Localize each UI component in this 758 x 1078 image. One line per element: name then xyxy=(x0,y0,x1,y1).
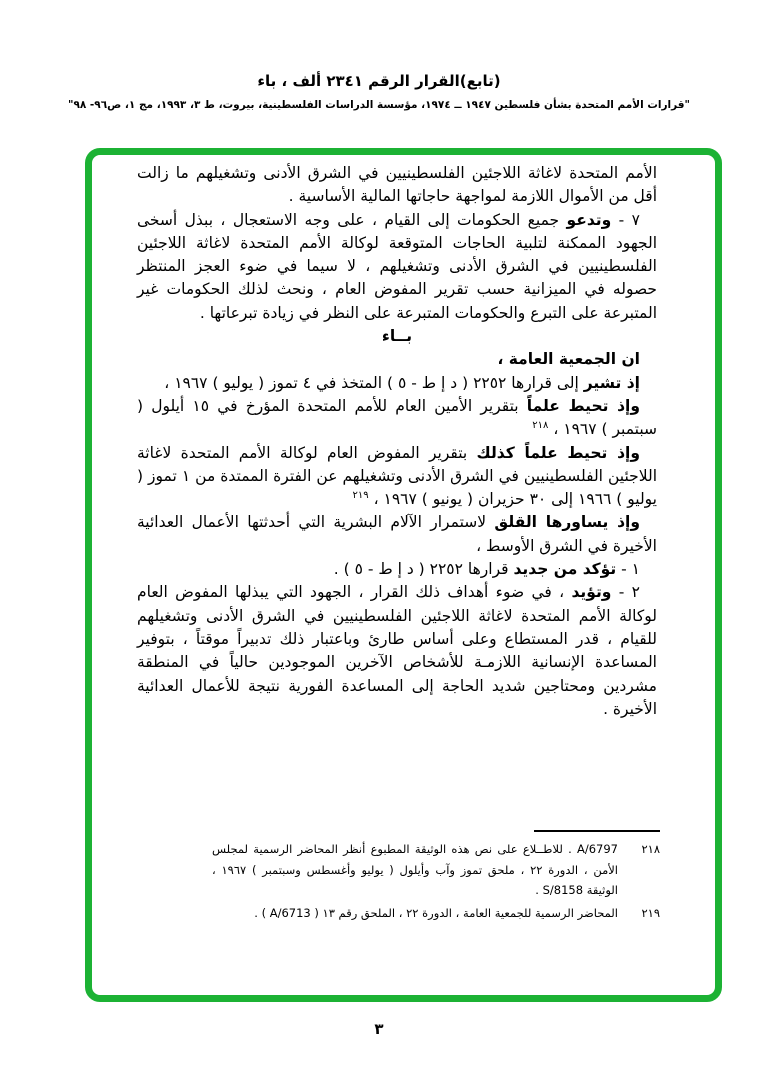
footnote-number: ٢١٨ xyxy=(641,842,660,856)
footnote-text: A/6797 . للاطــلاع على نص هذه الوثيقة المطبوع أنظر المحاضر الرسمية لمجلس الأمن ، الدورة ٢٢ ، ملحق تموز وآب وأيلول ( يوليو وأغسطس وسبتمبر ) ١٩٦٧ ، الوثيقة S/8158 . xyxy=(212,842,618,897)
resolution-text xyxy=(137,162,657,721)
page-header xyxy=(0,72,758,111)
page-number: ٣ xyxy=(374,1020,384,1038)
footnote-list xyxy=(212,839,660,923)
paragraph: ١ - تؤكد من جديد قرارها ٢٢٥٢ ( د إ ط - ٥ ) . xyxy=(333,560,640,579)
paragraph: وإذ تحيط علماً بتقرير الأمين العام للأمم المتحدة المؤرخ في ١٥ أيلول ( سبتمبر ) ١٩٦٧ ، $^{٢١٨}$ xyxy=(137,396,657,439)
footnote-reference: ٢١٨ xyxy=(532,420,549,432)
paragraph: الأمم المتحدة لاغاثة اللاجئين الفلسطينيين في الشرق الأدنى وتشغيلهم ما زالت أقل من الأموال اللازمة لمواجهة حاجاتها المالية الأساسية . xyxy=(137,164,657,206)
footnote-text: المحاضر الرسمية للجمعية العامة ، الدورة ٢٢ ، الملحق رقم ١٣ ( A/6713 ) . xyxy=(254,905,618,920)
paragraph: ٢ - وتؤيد ، في ضوء أهداف ذلك القرار ، الجهود التي يبذلها المفوض العام لوكالة الأمم المتحدة لاغاثة اللاجئين الفلسطينيين في الشرق الأدنى وتشغيلهم للقيام ، قدر المستطاع وعلى أساس طارئ وباعتبار ذلك تدبيراً موقتاً ، بتوفير المساعدة الإنسانية اللازمـة للأشخاص الآخرين الموجودين حالياً في المنطقة مشردين ومحتاجين شديد الحاجة إلى المساعدة الفورية نتيجة للأعمال العدائية الأخيرة . xyxy=(137,583,657,718)
paragraph: وإذ يساورها القلق لاستمرار الآلام البشرية التي أحدثتها الأعمال العدائية الأخيرة في الشرق الأوسط ، xyxy=(137,513,657,555)
footnote xyxy=(212,903,660,924)
footnote-number: ٢١٩ xyxy=(641,905,660,920)
page-title: (تابع)القرار الرقم ٢٣٤١ ألف ، باء xyxy=(257,72,501,90)
footnote xyxy=(212,839,660,901)
footnote-separator xyxy=(534,830,660,832)
paragraph: إذ تشير إلى قرارها ٢٢٥٢ ( د إ ط - ٥ ) المتخذ في ٤ تموز ( يوليو ) ١٩٦٧ ، xyxy=(164,373,640,392)
source-citation: "قرارات الأمم المتحدة بشأن فلسطين ١٩٤٧ ــ ١٩٧٤، مؤسسة الدراسات الفلسطينية، بيروت، ط ٣، ١٩٩٣، مج ١، ص٩٦- ٩٨" xyxy=(67,99,691,111)
footnote-reference: ٢١٩ xyxy=(352,490,369,501)
paragraph: وإذ تحيط علماً كذلك بتقرير المفوض العام لوكالة الأمم المتحدة لاغاثة اللاجئين الفلسطينيين في الشرق الأدنى وتشغيلهم عن الفترة الممتدة من ١ تموز ( يوليو ) ١٩٦٦ إلى ٣٠ حزيران ( يونيو ) ١٩٦٧ ، $^{٢١٩}$ xyxy=(137,443,657,509)
footnotes-block xyxy=(212,830,660,925)
section-heading: بــاء xyxy=(381,327,413,346)
paragraph: ٧ - وتدعو جميع الحكومات إلى القيام ، على وجه الاستعجال ، ببذل أسخى الجهود الممكنة لتلبية الحاجات المتوقعة لوكالة الأمم المتحدة لاغاثة اللاجئين الفلسطينيين في الشرق الأدنى وتشغيلهم ، لا سيما في ضوء العجز المنتظر حصوله في الميزانية حسب تقرير المفوض العام ، ونحث لذلك الحكومات غير المتبرعة على التبرع والحكومات المتبرعة على النظر في زيادة تبرعاتها . xyxy=(137,210,657,322)
paragraph: ان الجمعية العامة ، xyxy=(497,350,640,369)
